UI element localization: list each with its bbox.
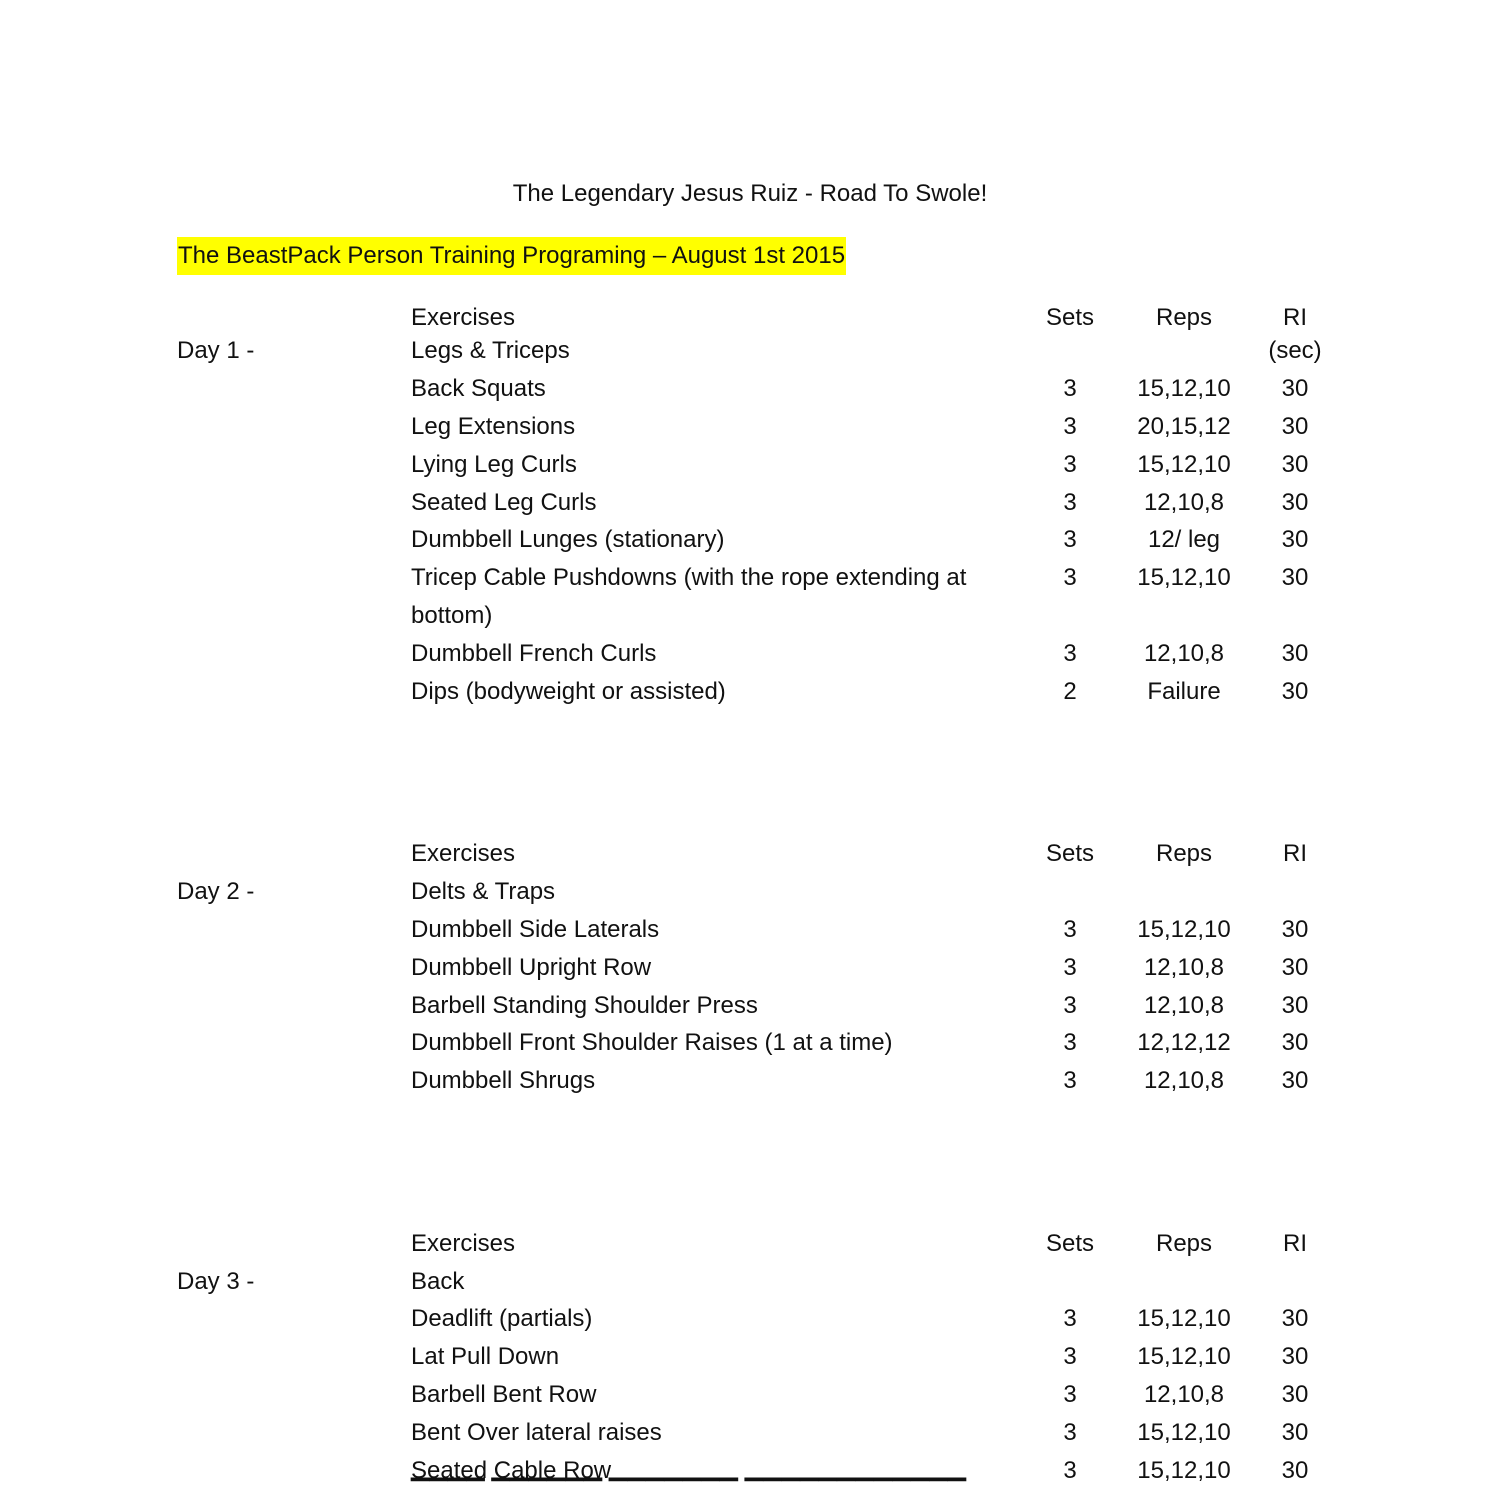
table-row-reps: 12/ leg [1147, 526, 1221, 553]
table-row-reps: Failure [1147, 678, 1221, 705]
table-row-sets: 3 [1063, 1381, 1077, 1408]
day3-header-sets: Sets [1045, 1230, 1095, 1257]
table-row-reps: 12,10,8 [1143, 489, 1225, 516]
day2-header-exercises: Exercises [411, 840, 516, 867]
table-row-sets: 3 [1063, 451, 1077, 478]
table-row-ri: 30 [1281, 678, 1309, 705]
table-row-sets: 3 [1063, 992, 1077, 1019]
table-row-reps: 15,12,10 [1137, 1343, 1231, 1370]
table-row-sets: 3 [1063, 1343, 1077, 1370]
table-row-reps: 12,12,12 [1137, 1029, 1231, 1056]
table-row-ri: 30 [1281, 451, 1309, 478]
table-row-sets: 2 [1063, 678, 1077, 705]
table-row-sets: 3 [1063, 1419, 1077, 1446]
day1-header-ri-unit: (sec) [1268, 337, 1322, 364]
document-title: The Legendary Jesus Ruiz - Road To Swole! [512, 180, 988, 207]
day3-label: Day 3 - [177, 1268, 255, 1295]
table-row-sets: 3 [1063, 489, 1077, 516]
table-row-reps: 15,12,10 [1137, 1457, 1231, 1484]
table-row-exercise: Dumbbell French Curls [411, 640, 657, 667]
table-row-ri: 30 [1281, 954, 1309, 981]
table-row-ri: 30 [1281, 1457, 1309, 1484]
table-row-ri: 30 [1281, 413, 1309, 440]
table-row-ri: 30 [1281, 916, 1309, 943]
table-row-ri: 30 [1281, 1343, 1309, 1370]
table-row-exercise: Dumbbell Shrugs [411, 1067, 596, 1094]
table-row-exercise: Back Squats [411, 375, 546, 402]
table-row-ri: 30 [1281, 1029, 1309, 1056]
table-row-exercise: Lying Leg Curls [411, 451, 577, 478]
table-row-reps: 20,15,12 [1137, 413, 1231, 440]
table-row-exercise: Dips (bodyweight or assisted) [411, 678, 726, 705]
table-row-exercise: Tricep Cable Pushdowns (with the rope extending at [411, 564, 967, 591]
table-row-exercise: Dumbbell Upright Row [411, 954, 652, 981]
table-row-exercise-continued: bottom) [411, 602, 493, 629]
table-row-exercise: Barbell Bent Row [411, 1381, 597, 1408]
table-row-exercise: Dumbbell Front Shoulder Raises (1 at a time) [411, 1029, 893, 1056]
table-row-exercise: Dumbbell Lunges (stationary) [411, 526, 725, 553]
cut-off-row-sliver [0, 1479, 1500, 1506]
table-row-reps: 12,10,8 [1143, 954, 1225, 981]
table-row-ri: 30 [1281, 1067, 1309, 1094]
table-row-ri: 30 [1281, 489, 1309, 516]
table-row-sets: 3 [1063, 1067, 1077, 1094]
table-row-ri: 30 [1281, 640, 1309, 667]
table-row-reps: 15,12,10 [1137, 1305, 1231, 1332]
table-row-ri: 30 [1281, 375, 1309, 402]
day1-header-sets: Sets [1045, 304, 1095, 331]
table-row-reps: 15,12,10 [1137, 1419, 1231, 1446]
day3-header-reps: Reps [1155, 1230, 1213, 1257]
table-row-ri: 30 [1281, 1305, 1309, 1332]
day1-header-exercises: Exercises [411, 304, 516, 331]
table-row-exercise: Leg Extensions [411, 413, 576, 440]
table-row-reps: 15,12,10 [1137, 451, 1231, 478]
day3-group: Back [411, 1268, 465, 1295]
table-row-exercise: Dumbbell Side Laterals [411, 916, 660, 943]
table-row-reps: 12,10,8 [1143, 992, 1225, 1019]
day2-group: Delts & Traps [411, 878, 556, 905]
table-row-sets: 3 [1063, 375, 1077, 402]
day2-label: Day 2 - [177, 878, 255, 905]
table-row-ri: 30 [1281, 526, 1309, 553]
table-row-sets: 3 [1063, 526, 1077, 553]
table-row-sets: 3 [1063, 413, 1077, 440]
table-row-exercise: Barbell Standing Shoulder Press [411, 992, 758, 1019]
table-row-sets: 3 [1063, 1457, 1077, 1484]
table-row-sets: 3 [1063, 954, 1077, 981]
day2-header-reps: Reps [1155, 840, 1213, 867]
document-subtitle-highlighted: The BeastPack Person Training Programing – August 1st 2015 [177, 237, 846, 275]
day3-header-exercises: Exercises [411, 1230, 516, 1257]
day2-header-sets: Sets [1045, 840, 1095, 867]
table-row-ri: 30 [1281, 1381, 1309, 1408]
table-row-sets: 3 [1063, 1305, 1077, 1332]
table-row-reps: 12,10,8 [1143, 1381, 1225, 1408]
day1-group: Legs & Triceps [411, 337, 570, 364]
day1-label: Day 1 - [177, 337, 255, 364]
table-row-reps: 15,12,10 [1137, 375, 1231, 402]
table-row-ri: 30 [1281, 564, 1309, 591]
cut-off-row-glyph-tops: ▔▔▔▔ ▔▔▔▔▔▔ ▔▔▔▔▔▔▔ ▔▔▔▔▔▔▔▔▔▔▔▔ [411, 1479, 967, 1506]
table-row-reps: 12,10,8 [1143, 1067, 1225, 1094]
table-row-reps: 12,10,8 [1143, 640, 1225, 667]
table-row-exercise: Deadlift (partials) [411, 1305, 593, 1332]
table-row-reps: 15,12,10 [1137, 564, 1231, 591]
table-row-exercise: Bent Over lateral raises [411, 1419, 662, 1446]
day2-header-ri: RI [1283, 840, 1307, 867]
table-row-exercise: Seated Cable Row [411, 1457, 612, 1484]
table-row-ri: 30 [1281, 992, 1309, 1019]
table-row-sets: 3 [1063, 564, 1077, 591]
table-row-exercise: Seated Leg Curls [411, 489, 597, 516]
table-row-sets: 3 [1063, 640, 1077, 667]
table-row-reps: 15,12,10 [1137, 916, 1231, 943]
table-row-exercise: Lat Pull Down [411, 1343, 560, 1370]
table-row-sets: 3 [1063, 916, 1077, 943]
day1-header-ri: RI [1283, 304, 1307, 331]
day1-header-reps: Reps [1155, 304, 1213, 331]
table-row-ri: 30 [1281, 1419, 1309, 1446]
table-row-sets: 3 [1063, 1029, 1077, 1056]
day3-header-ri: RI [1283, 1230, 1307, 1257]
